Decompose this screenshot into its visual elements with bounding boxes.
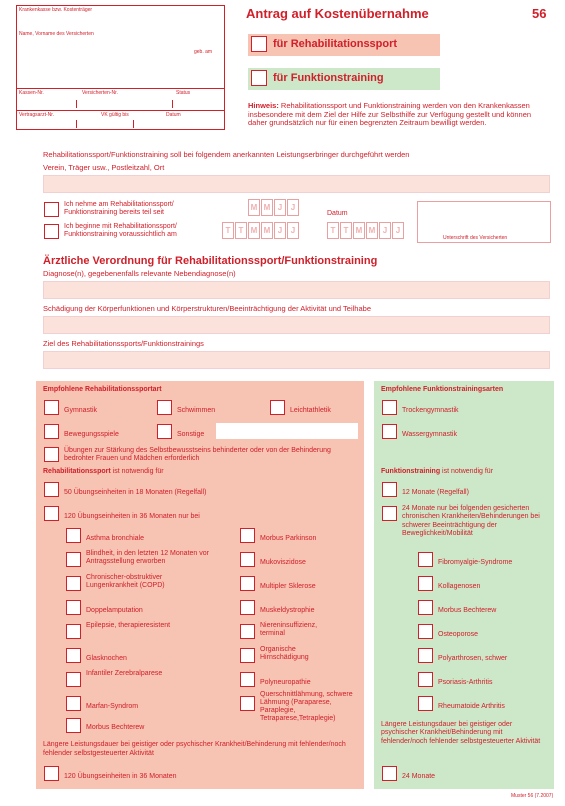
checkbox-cond-glasknochen[interactable] — [66, 648, 81, 663]
label-name: Name, Vorname des Versicherten — [19, 31, 94, 37]
checkbox-cond-parkinson[interactable] — [240, 528, 255, 543]
date-box: M — [248, 199, 260, 216]
label-cond: Asthma bronchiale — [86, 535, 144, 542]
checkbox-cond-doppelamputation[interactable] — [66, 600, 81, 615]
checkbox-opt24[interactable] — [382, 506, 397, 521]
ziel-label: Ziel des Rehabilitationssports/Funktionstrainings — [43, 339, 204, 348]
datum-label: Datum — [327, 210, 348, 217]
hint-label: Hinweis: — [248, 101, 279, 110]
reha-necessity-rest: ist notwendig für — [110, 468, 164, 475]
label-cond: Rheumatoide Arthritis — [438, 703, 505, 710]
label-bewegungsspiele: Bewegungsspiele — [64, 431, 119, 438]
provider-line1: Rehabilitationssport/Funktionstraining soll bei folgendem anerkannten Leistungserbringer durchgeführt werden — [43, 150, 410, 159]
label-opt24b: 24 Monate — [402, 773, 436, 780]
checkbox-cond-muskeldystrophie[interactable] — [240, 600, 255, 615]
label-opt12: 12 Monate (Regelfall) — [402, 489, 469, 496]
label-cond: Muskeldystrophie — [260, 607, 315, 614]
funk-longer: Längere Leistungsdauer bei geistiger oder psychischer Krankheit/Behinderung mit fehlender/noch fehlender selbstgesteuerter Aktivität — [381, 721, 541, 745]
funk-heading: Empfohlene Funktionstrainingsarten — [381, 386, 504, 393]
tick — [172, 100, 173, 108]
provider-field[interactable] — [43, 175, 550, 193]
date-box: J — [287, 222, 299, 239]
label-leichtathletik: Leichtathletik — [290, 407, 331, 414]
label-cond: Mukoviszidose — [260, 559, 306, 566]
label-trockengymnastik: Trockengymnastik — [402, 407, 459, 414]
date-box: M — [261, 199, 273, 216]
checkbox-cond-blindheit[interactable] — [66, 552, 81, 567]
checkbox-bewegungsspiele[interactable] — [44, 424, 59, 439]
funk-necessity — [381, 468, 493, 475]
diagnose-field[interactable] — [43, 281, 550, 299]
label-status: Status — [176, 90, 191, 96]
date-box: T — [222, 222, 234, 239]
reha-heading: Empfohlene Rehabilitationssportart — [43, 386, 162, 393]
date-box: J — [392, 222, 404, 239]
date-box: J — [274, 199, 286, 216]
label-vertragsarzt: Vertragsarzt-Nr. — [19, 112, 55, 118]
checkbox-cond-hirnschaedigung[interactable] — [240, 648, 255, 663]
label-cond: Psoriasis-Arthritis — [438, 679, 493, 686]
hint-text — [248, 102, 548, 128]
label-opt24: 24 Monate nur bei folgenden gesicherten chronischen Krankheiten/Behinderungen bei schwerer Beeinträchtigung der Beweglichkeit/Mobilität — [402, 505, 540, 538]
label-vk: VK gültig bis — [101, 112, 129, 118]
form-title: Antrag auf Kostenübernahme — [246, 6, 429, 21]
label-opt120: 120 Übungseinheiten in 36 Monaten nur bei — [64, 513, 200, 520]
label-kassen-nr: Kassen-Nr. — [19, 90, 44, 96]
label-opt50: 50 Übungseinheiten in 18 Monaten (Regelfall) — [64, 489, 207, 496]
checkbox-cond-fibromyalgie[interactable] — [418, 552, 433, 567]
tick — [76, 120, 77, 128]
provider-line2: Verein, Träger usw., Postleitzahl, Ort — [43, 163, 165, 172]
funk-necessity-bold: Funktionstraining — [381, 468, 441, 475]
label-cond: Morbus Bechterew — [438, 607, 497, 614]
checkbox-cond-polyarthrosen[interactable] — [418, 648, 433, 663]
checkbox-opt50[interactable] — [44, 482, 59, 497]
checkbox-opt120[interactable] — [44, 506, 59, 521]
checkbox-schwimmen[interactable] — [157, 400, 172, 415]
schaedigung-field[interactable] — [43, 316, 550, 334]
checkbox-special[interactable] — [44, 447, 59, 462]
checkbox-funk[interactable] — [251, 70, 267, 86]
signature-label: Unterschrift des Versicherten — [443, 235, 508, 241]
checkbox-cond-bechterew-funk[interactable] — [418, 600, 433, 615]
funk-necessity-rest: ist notwendig für — [440, 468, 494, 475]
checkbox-cond-zerebralparese[interactable] — [66, 672, 81, 687]
tick — [133, 120, 134, 128]
label-opt120b: 120 Übungseinheiten in 36 Monaten — [64, 773, 177, 780]
label-cond: Morbus Bechterew — [86, 724, 145, 731]
form-footer: Muster 56 (7.2007) — [511, 793, 554, 799]
label-cond: Organische Hirnschädigung — [260, 646, 309, 661]
insured-divider-1 — [16, 88, 225, 89]
checkbox-cond-kollagenosen[interactable] — [418, 576, 433, 591]
checkbox-leichtathletik[interactable] — [270, 400, 285, 415]
hint-body: Rehabilitationssport und Funktionstraining werden von den Krankenkassen insbesondere mit dem Ziel der Hilfe zur Selbsthilfe zur Verfügung gestellt und können daher grundsätzlich nur für einen begrenzten Zeitraum bewilligt werden. — [248, 101, 532, 127]
checkbox-cond-epilepsie[interactable] — [66, 624, 81, 639]
date-box: J — [379, 222, 391, 239]
prescription-heading: Ärztliche Verordnung für Rehabilitationssport/Funktionstraining — [43, 255, 378, 267]
checkbox-gymnastik[interactable] — [44, 400, 59, 415]
checkbox-cond-copd[interactable] — [66, 576, 81, 591]
checkbox-cond-niereninsuffizienz[interactable] — [240, 624, 255, 639]
schaedigung-label: Schädigung der Körperfunktionen und Körperstrukturen/Beeinträchtigung der Aktivität und Teilhabe — [43, 304, 371, 313]
label-cond: Fibromyalgie-Syndrome — [438, 559, 513, 566]
label-geb: geb. am — [194, 49, 213, 55]
date-box: T — [340, 222, 352, 239]
label-cond: Infantiler Zerebralparese — [86, 670, 163, 677]
ziel-field[interactable] — [43, 351, 550, 369]
label-cond: Marfan-Syndrom — [86, 703, 139, 710]
sonstige-field[interactable] — [216, 423, 358, 439]
tick — [76, 100, 77, 108]
label-kasse: Krankenkasse bzw. Kostenträger — [19, 7, 93, 13]
label-cond: Niereninsuffizienz, terminal — [260, 622, 318, 637]
label-cond: Blindheit, in den letzten 12 Monaten vor Antragsstellung erworben — [86, 550, 209, 565]
date-box: M — [261, 222, 273, 239]
checkbox-cond-asthma[interactable] — [66, 528, 81, 543]
label-cond: Glasknochen — [86, 655, 127, 662]
date-box: J — [274, 222, 286, 239]
checkbox-cond-osteoporose[interactable] — [418, 624, 433, 639]
diagnose-label: Diagnose(n), gegebenenfalls relevante Nebendiagnose(n) — [43, 269, 236, 278]
checkbox-cond-querschnitt[interactable] — [240, 696, 255, 711]
checkbox-wassergymnastik[interactable] — [382, 424, 397, 439]
checkbox-opt12[interactable] — [382, 482, 397, 497]
label-special: Übungen zur Stärkung des Selbstbewusstseins behinderter oder von der Behinderung bedrohter Frauen und Mädchen erforderlich — [64, 447, 331, 462]
date-box: J — [287, 199, 299, 216]
label-wassergymnastik: Wassergymnastik — [402, 431, 457, 438]
label-cond: Morbus Parkinson — [260, 535, 317, 542]
checkbox-since[interactable] — [44, 202, 59, 217]
label-cond: Chronischer-obstruktiver Lungenkrankheit (COPD) — [86, 574, 165, 589]
checkbox-cond-ms[interactable] — [240, 576, 255, 591]
date-box: M — [248, 222, 260, 239]
label-sonstige: Sonstige — [177, 431, 205, 438]
label-versicherten-nr: Versicherten-Nr. — [82, 90, 118, 96]
label-cond: Polyneuropathie — [260, 679, 311, 686]
label-gymnastik: Gymnastik — [64, 407, 98, 414]
date-box: T — [327, 222, 339, 239]
checkbox-sonstige[interactable] — [157, 424, 172, 439]
option-funk-label: für Funktionstraining — [273, 72, 384, 84]
checkbox-reha[interactable] — [251, 36, 267, 52]
checkbox-opt120b[interactable] — [44, 766, 59, 781]
insured-divider-2 — [16, 110, 225, 111]
date-box: M — [353, 222, 365, 239]
label-cond: Polyarthrosen, schwer — [438, 655, 508, 662]
checkbox-cond-polyneuropathie[interactable] — [240, 672, 255, 687]
option-reha-label: für Rehabilitationssport — [273, 38, 398, 50]
checkbox-cond-rheuma[interactable] — [418, 696, 433, 711]
checkbox-cond-marfan[interactable] — [66, 696, 81, 711]
reha-longer: Längere Leistungsdauer bei geistiger oder psychischer Krankheit/Behinderung mit fehlender/noch fehlender selbstgesteuerter Aktivität — [43, 741, 346, 757]
date-box: T — [235, 222, 247, 239]
checkbox-cond-mukoviszidose[interactable] — [240, 552, 255, 567]
checkbox-trockengymnastik[interactable] — [382, 400, 397, 415]
checkbox-cond-psoriasis[interactable] — [418, 672, 433, 687]
checkbox-cond-bechterew-reha[interactable] — [66, 718, 81, 733]
label-cond: Osteoporose — [438, 631, 479, 638]
label-datum: Datum — [166, 112, 181, 118]
reha-necessity-bold: Rehabilitationssport — [43, 468, 111, 475]
begin-label: Ich beginne mit Rehabilitationssport/ Funktionstraining voraussichtlich am — [64, 223, 177, 238]
label-cond: Epilepsie, therapieresistent — [86, 622, 171, 629]
since-label: Ich nehme am Rehabilitationssport/ Funktionstraining bereits teil seit — [64, 201, 174, 216]
reha-necessity — [43, 468, 164, 475]
label-cond: Multipler Sklerose — [260, 583, 316, 590]
label-cond: Doppelamputation — [86, 607, 143, 614]
form-number: 56 — [532, 6, 547, 21]
checkbox-opt24b[interactable] — [382, 766, 397, 781]
checkbox-begin[interactable] — [44, 224, 59, 239]
label-schwimmen: Schwimmen — [177, 407, 216, 414]
label-cond: Querschnittlähmung, schwere Lähmung (Paraparese, Paraplegie, Tetraparese,Tetraplegie) — [260, 691, 353, 722]
label-cond: Kollagenosen — [438, 583, 481, 590]
date-box: M — [366, 222, 378, 239]
